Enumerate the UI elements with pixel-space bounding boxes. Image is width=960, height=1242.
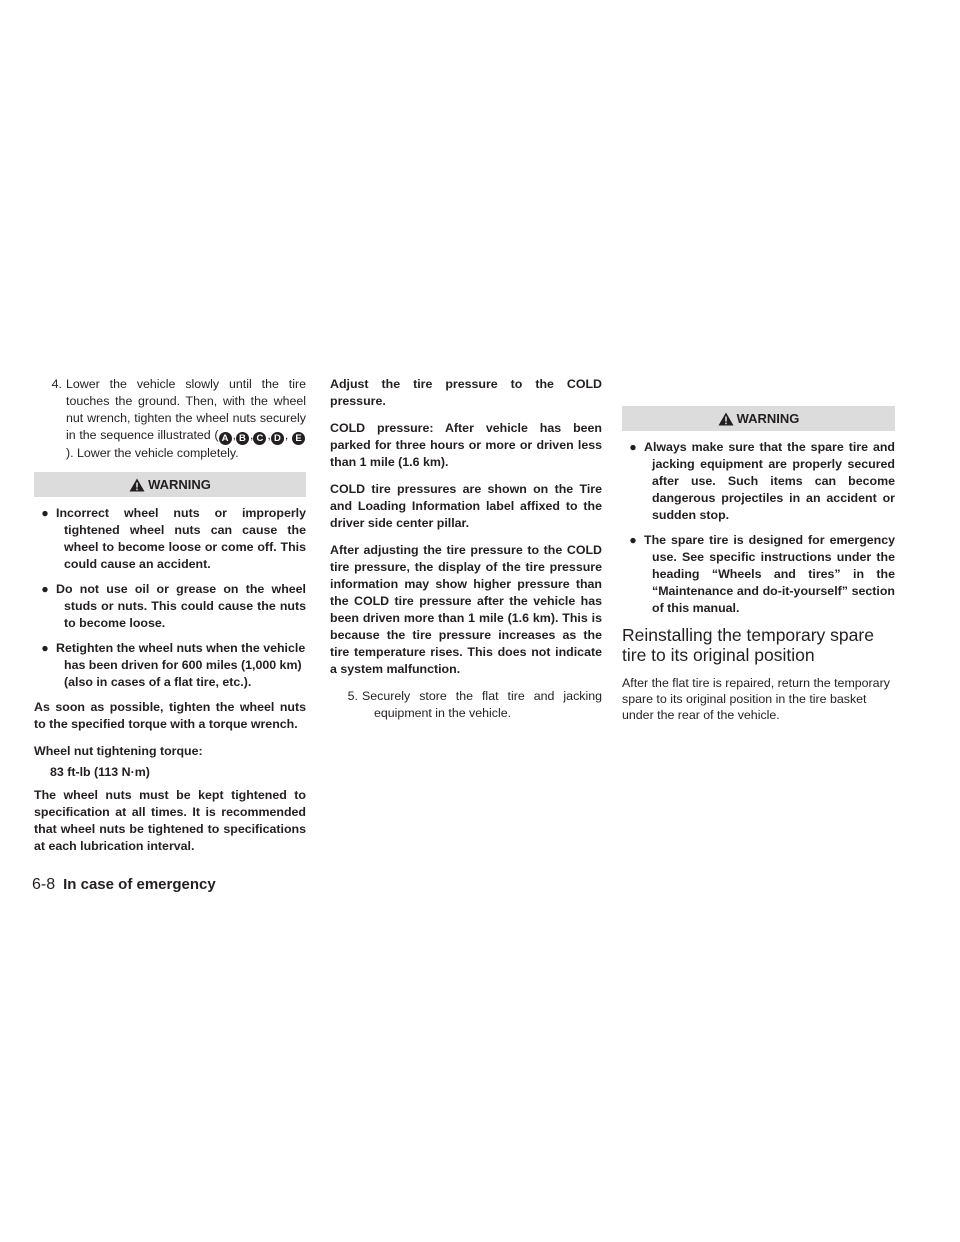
torque-instruction: As soon as possible, tighten the wheel nuts to the specified torque with a torque wrench. xyxy=(34,700,306,731)
sequence-letter-d: D xyxy=(271,432,284,445)
step-4 xyxy=(34,376,306,462)
warning-title: WARNING xyxy=(736,411,800,426)
warning-title: WARNING xyxy=(148,477,211,492)
warning-item-text: Retighten the wheel nuts when the vehicle has been driven for 600 miles (1,000 km) (also in cases of a flat tire, etc.). xyxy=(56,641,306,689)
sequence-letter-a: A xyxy=(219,432,232,445)
page-number: 6-8 xyxy=(32,876,56,893)
bullet-icon: ● xyxy=(629,440,637,454)
sequence-letter-b: B xyxy=(236,432,249,445)
step-number: 5. xyxy=(347,689,358,703)
warning-item xyxy=(34,505,306,573)
sequence-letter-e: E xyxy=(292,432,305,445)
step-number: 4. xyxy=(51,377,62,391)
step-text: Lower the vehicle slowly until the tire touches the ground. Then, with the wheel nut wrench, tighten the wheel nuts securely in the sequence illustrated ( A , B , C , D , E). Lower the vehicle completely. xyxy=(66,377,306,460)
bullet-icon: ● xyxy=(41,506,49,520)
column-left xyxy=(34,376,306,865)
warning-item-text: Always make sure that the spare tire and jacking equipment are properly secured after use. Such items can become dangerous projectiles in an accident or sudden stop. xyxy=(644,440,895,522)
step-text: Securely store the flat tire and jacking equipment in the vehicle. xyxy=(362,689,602,720)
warning-header xyxy=(34,472,306,497)
section-title: In case of emergency xyxy=(63,876,216,893)
maintenance-note: The wheel nuts must be kept tightened to specification at all times. It is recommended that wheel nuts be tightened to specifications at each lubrication interval. xyxy=(34,788,306,853)
sequence-letter-c: C xyxy=(253,432,266,445)
bullet-icon: ● xyxy=(41,582,49,596)
warning-item xyxy=(34,581,306,632)
warning-triangle-icon xyxy=(129,478,145,492)
step-5 xyxy=(330,688,602,722)
step-text-after: ). Lower the vehicle completely. xyxy=(66,446,239,460)
torque-value: 83 ft-lb (113 N·m) xyxy=(50,765,150,779)
warning-triangle-icon xyxy=(718,412,734,426)
section-heading: Reinstalling the temporary spare tire to its original position xyxy=(622,625,874,665)
torque-label: Wheel nut tightening torque: xyxy=(34,744,203,758)
section-body: After the flat tire is repaired, return the temporary spare to its original position in the tire basket under the rear of the vehicle. xyxy=(622,676,890,722)
page-footer xyxy=(32,876,216,894)
step-text-before: Lower the vehicle slowly until the tire touches the ground. Then, with the wheel nut wrench, tighten the wheel nuts securely in the sequence illustrated ( xyxy=(66,377,306,442)
warning-item xyxy=(622,532,895,617)
warning-item xyxy=(622,439,895,524)
warning-header xyxy=(622,406,895,431)
cold-pressure-definition: COLD pressure: After vehicle has been parked for three hours or more or driven less than 1 mile (1.6 km). xyxy=(330,421,602,469)
bullet-icon: ● xyxy=(629,533,637,547)
column-right xyxy=(622,376,895,723)
bullet-icon: ● xyxy=(41,641,49,655)
cold-pressure-label-location: COLD tire pressures are shown on the Tire and Loading Information label affixed to the driver side center pillar. xyxy=(330,482,602,530)
cold-pressure-adjust: Adjust the tire pressure to the COLD pressure. xyxy=(330,377,602,408)
warning-item-text: The spare tire is designed for emergency use. See specific instructions under the heading “Wheels and tires” in the “Maintenance and do-it-yourself” section of this manual. xyxy=(644,533,895,615)
warning-item-text: Incorrect wheel nuts or improperly tightened wheel nuts can cause the wheel to become loose or come off. This could cause an accident. xyxy=(56,506,306,571)
column-middle xyxy=(330,376,602,732)
warning-item xyxy=(34,640,306,691)
pressure-display-note: After adjusting the tire pressure to the COLD tire pressure, the display of the tire pressure information may show higher pressure than the COLD tire pressure after the vehicle has been driven more than 1 mile (1.6 km). This is because the tire pressure increases as the tire temperature rises. This does not indicate a system malfunction. xyxy=(330,543,602,676)
warning-item-text: Do not use oil or grease on the wheel studs or nuts. This could cause the nuts to become loose. xyxy=(56,582,306,630)
